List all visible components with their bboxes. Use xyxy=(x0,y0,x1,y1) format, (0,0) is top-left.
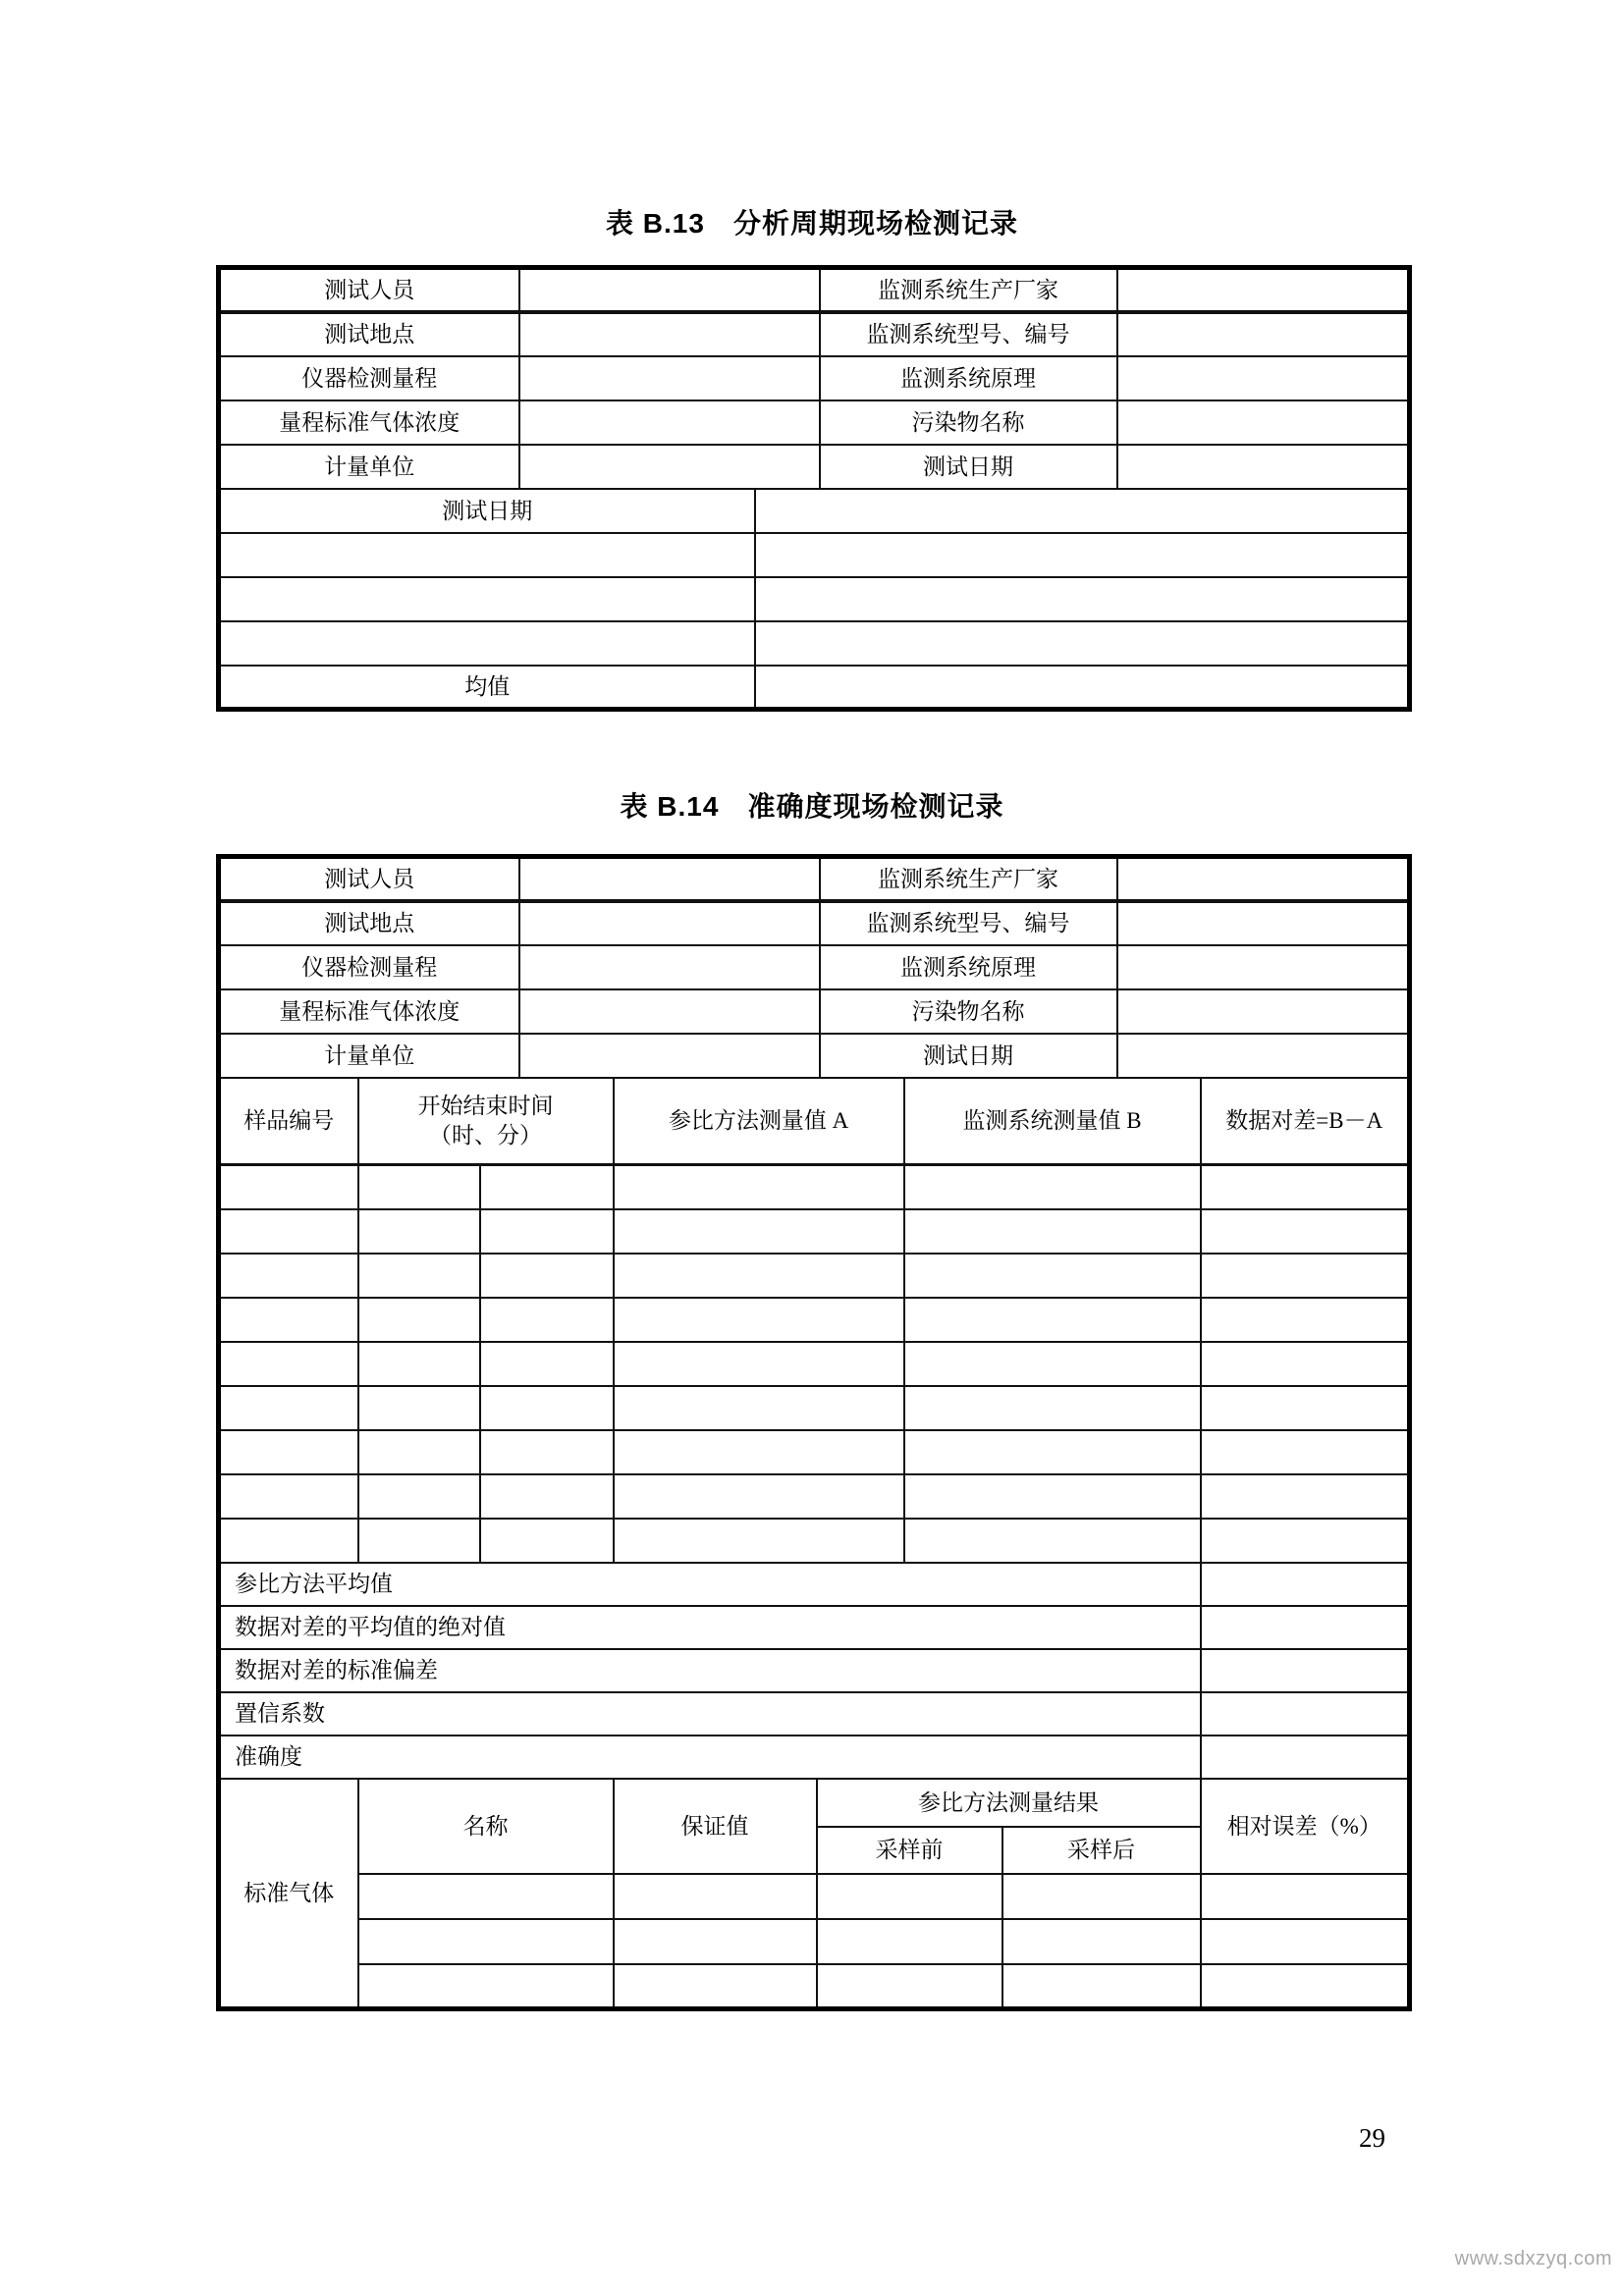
blank-cell xyxy=(755,489,1410,533)
blank-cell xyxy=(219,1519,358,1563)
blank-cell xyxy=(904,1165,1201,1209)
blank-cell xyxy=(1002,1919,1201,1964)
blank-cell xyxy=(1201,1874,1410,1919)
blank-cell xyxy=(614,1919,817,1964)
blank-cell xyxy=(358,1165,480,1209)
blank-cell xyxy=(1117,312,1410,356)
blank-cell xyxy=(519,400,820,445)
blank-cell xyxy=(614,1430,904,1474)
blank-cell xyxy=(358,1209,480,1254)
table-b14-title: 表 B.14 准确度现场检测记录 xyxy=(620,791,1004,822)
blank-cell xyxy=(1117,989,1410,1034)
blank-cell xyxy=(219,1298,358,1342)
blank-cell xyxy=(904,1386,1201,1430)
blank-cell xyxy=(219,1209,358,1254)
blank-cell xyxy=(519,989,820,1034)
blank-cell xyxy=(358,1254,480,1298)
blank-cell xyxy=(1201,1430,1410,1474)
blank-cell xyxy=(1201,1519,1410,1563)
blank-cell xyxy=(480,1342,614,1386)
label-test-date: 测试日期 xyxy=(820,1034,1117,1078)
header-gas-name: 名称 xyxy=(358,1780,614,1874)
blank-cell xyxy=(1201,1563,1410,1606)
header-before-sampling: 采样前 xyxy=(817,1827,1002,1874)
blank-cell xyxy=(614,1209,904,1254)
blank-cell xyxy=(614,1165,904,1209)
blank-cell xyxy=(817,1874,1002,1919)
blank-cell xyxy=(219,533,755,577)
blank-cell xyxy=(614,1254,904,1298)
label-cems-manufacturer: 监测系统生产厂家 xyxy=(820,857,1117,901)
header-start-end-time-line2: （时、分） xyxy=(429,1122,542,1148)
header-start-end-time-line1: 开始结束时间 xyxy=(417,1093,554,1118)
blank-cell xyxy=(219,1386,358,1430)
blank-cell xyxy=(1117,445,1410,489)
blank-cell xyxy=(1201,1342,1410,1386)
label-test-personnel: 测试人员 xyxy=(219,268,519,312)
blank-cell xyxy=(1117,945,1410,989)
blank-cell xyxy=(358,1474,480,1519)
label-pollutant-name: 污染物名称 xyxy=(820,400,1117,445)
table-b13-group xyxy=(216,265,1407,712)
watermark: www.sdxzyq.com xyxy=(1454,2248,1612,2269)
header-guaranteed-value: 保证值 xyxy=(614,1780,817,1874)
blank-cell xyxy=(1201,1919,1410,1964)
blank-cell xyxy=(219,621,755,666)
label-test-personnel: 测试人员 xyxy=(219,857,519,901)
table-b13 xyxy=(216,265,1412,712)
blank-cell xyxy=(904,1254,1201,1298)
blank-cell xyxy=(614,1342,904,1386)
blank-cell xyxy=(1117,901,1410,945)
label-confidence-coefficient: 置信系数 xyxy=(219,1692,1201,1735)
blank-cell xyxy=(1117,1034,1410,1078)
blank-cell xyxy=(904,1298,1201,1342)
header-ref-method-value-a: 参比方法测量值 A xyxy=(614,1079,904,1165)
table-b14-main xyxy=(216,1079,1412,1780)
blank-cell xyxy=(358,1964,614,2009)
blank-cell xyxy=(1002,1964,1201,2009)
blank-cell xyxy=(904,1519,1201,1563)
label-mean: 均值 xyxy=(219,666,755,710)
blank-cell xyxy=(1201,1649,1410,1692)
blank-cell xyxy=(519,356,820,400)
blank-cell xyxy=(358,1342,480,1386)
label-cems-principle: 监测系统原理 xyxy=(820,945,1117,989)
blank-cell xyxy=(480,1165,614,1209)
blank-cell xyxy=(755,666,1410,710)
blank-cell xyxy=(358,1430,480,1474)
blank-cell xyxy=(519,445,820,489)
label-accuracy: 准确度 xyxy=(219,1735,1201,1779)
blank-cell xyxy=(1002,1874,1201,1919)
blank-cell xyxy=(219,1342,358,1386)
blank-cell xyxy=(358,1298,480,1342)
page-number: 29 xyxy=(1359,2123,1385,2153)
label-standard-gas: 标准气体 xyxy=(219,1780,358,2009)
header-relative-error: 相对误差（%） xyxy=(1201,1780,1410,1874)
label-ref-method-average: 参比方法平均值 xyxy=(219,1563,1201,1606)
label-pollutant-name: 污染物名称 xyxy=(820,989,1117,1034)
header-sample-no: 样品编号 xyxy=(219,1079,358,1165)
blank-cell xyxy=(358,1386,480,1430)
blank-cell xyxy=(1201,1964,1410,2009)
blank-cell xyxy=(614,1874,817,1919)
blank-cell xyxy=(219,577,755,621)
blank-cell xyxy=(519,1034,820,1078)
label-abs-mean-of-diff: 数据对差的平均值的绝对值 xyxy=(219,1606,1201,1649)
blank-cell xyxy=(904,1342,1201,1386)
table-b13-title: 表 B.13 分析周期现场检测记录 xyxy=(606,208,1018,239)
blank-cell xyxy=(358,1874,614,1919)
header-data-diff: 数据对差=B－A xyxy=(1201,1079,1410,1165)
blank-cell xyxy=(1117,400,1410,445)
blank-cell xyxy=(219,1430,358,1474)
blank-cell xyxy=(1117,268,1410,312)
blank-cell xyxy=(1201,1606,1410,1649)
table-b14-info xyxy=(216,854,1412,1079)
blank-cell xyxy=(480,1519,614,1563)
blank-cell xyxy=(480,1298,614,1342)
label-test-location: 测试地点 xyxy=(219,312,519,356)
blank-cell xyxy=(1117,857,1410,901)
label-test-date: 测试日期 xyxy=(820,445,1117,489)
label-span-gas-concentration: 量程标准气体浓度 xyxy=(219,989,519,1034)
blank-cell xyxy=(519,312,820,356)
label-instrument-range: 仪器检测量程 xyxy=(219,945,519,989)
label-instrument-range: 仪器检测量程 xyxy=(219,356,519,400)
blank-cell xyxy=(1201,1474,1410,1519)
blank-cell xyxy=(519,901,820,945)
header-after-sampling: 采样后 xyxy=(1002,1827,1201,1874)
header-cems-value-b: 监测系统测量值 B xyxy=(904,1079,1201,1165)
blank-cell xyxy=(755,533,1410,577)
blank-cell xyxy=(817,1964,1002,2009)
label-std-dev-of-diff: 数据对差的标准偏差 xyxy=(219,1649,1201,1692)
header-ref-method-result: 参比方法测量结果 xyxy=(817,1780,1201,1827)
blank-cell xyxy=(1201,1298,1410,1342)
label-cems-model-no: 监测系统型号、编号 xyxy=(820,312,1117,356)
blank-cell xyxy=(904,1430,1201,1474)
header-start-end-time xyxy=(358,1079,614,1165)
label-cems-manufacturer: 监测系统生产厂家 xyxy=(820,268,1117,312)
label-measurement-unit: 计量单位 xyxy=(219,445,519,489)
blank-cell xyxy=(614,1964,817,2009)
blank-cell xyxy=(817,1919,1002,1964)
blank-cell xyxy=(219,1254,358,1298)
blank-cell xyxy=(480,1474,614,1519)
blank-cell xyxy=(614,1474,904,1519)
blank-cell xyxy=(1201,1692,1410,1735)
blank-cell xyxy=(358,1919,614,1964)
blank-cell xyxy=(1201,1165,1410,1209)
blank-cell xyxy=(480,1254,614,1298)
blank-cell xyxy=(614,1386,904,1430)
blank-cell xyxy=(1201,1254,1410,1298)
blank-cell xyxy=(1201,1735,1410,1779)
blank-cell xyxy=(519,857,820,901)
label-test-date-row: 测试日期 xyxy=(219,489,755,533)
blank-cell xyxy=(219,1165,358,1209)
table-b14-standard-gas xyxy=(216,1780,1412,2012)
label-cems-principle: 监测系统原理 xyxy=(820,356,1117,400)
blank-cell xyxy=(614,1519,904,1563)
label-span-gas-concentration: 量程标准气体浓度 xyxy=(219,400,519,445)
blank-cell xyxy=(904,1474,1201,1519)
blank-cell xyxy=(519,268,820,312)
blank-cell xyxy=(519,945,820,989)
label-test-location: 测试地点 xyxy=(219,901,519,945)
blank-cell xyxy=(219,1474,358,1519)
label-cems-model-no: 监测系统型号、编号 xyxy=(820,901,1117,945)
blank-cell xyxy=(480,1386,614,1430)
blank-cell xyxy=(358,1519,480,1563)
blank-cell xyxy=(755,577,1410,621)
table-b14-group xyxy=(216,854,1407,2011)
blank-cell xyxy=(480,1209,614,1254)
blank-cell xyxy=(755,621,1410,666)
blank-cell xyxy=(480,1430,614,1474)
blank-cell xyxy=(904,1209,1201,1254)
blank-cell xyxy=(1117,356,1410,400)
blank-cell xyxy=(614,1298,904,1342)
blank-cell xyxy=(1201,1209,1410,1254)
label-measurement-unit: 计量单位 xyxy=(219,1034,519,1078)
blank-cell xyxy=(1201,1386,1410,1430)
